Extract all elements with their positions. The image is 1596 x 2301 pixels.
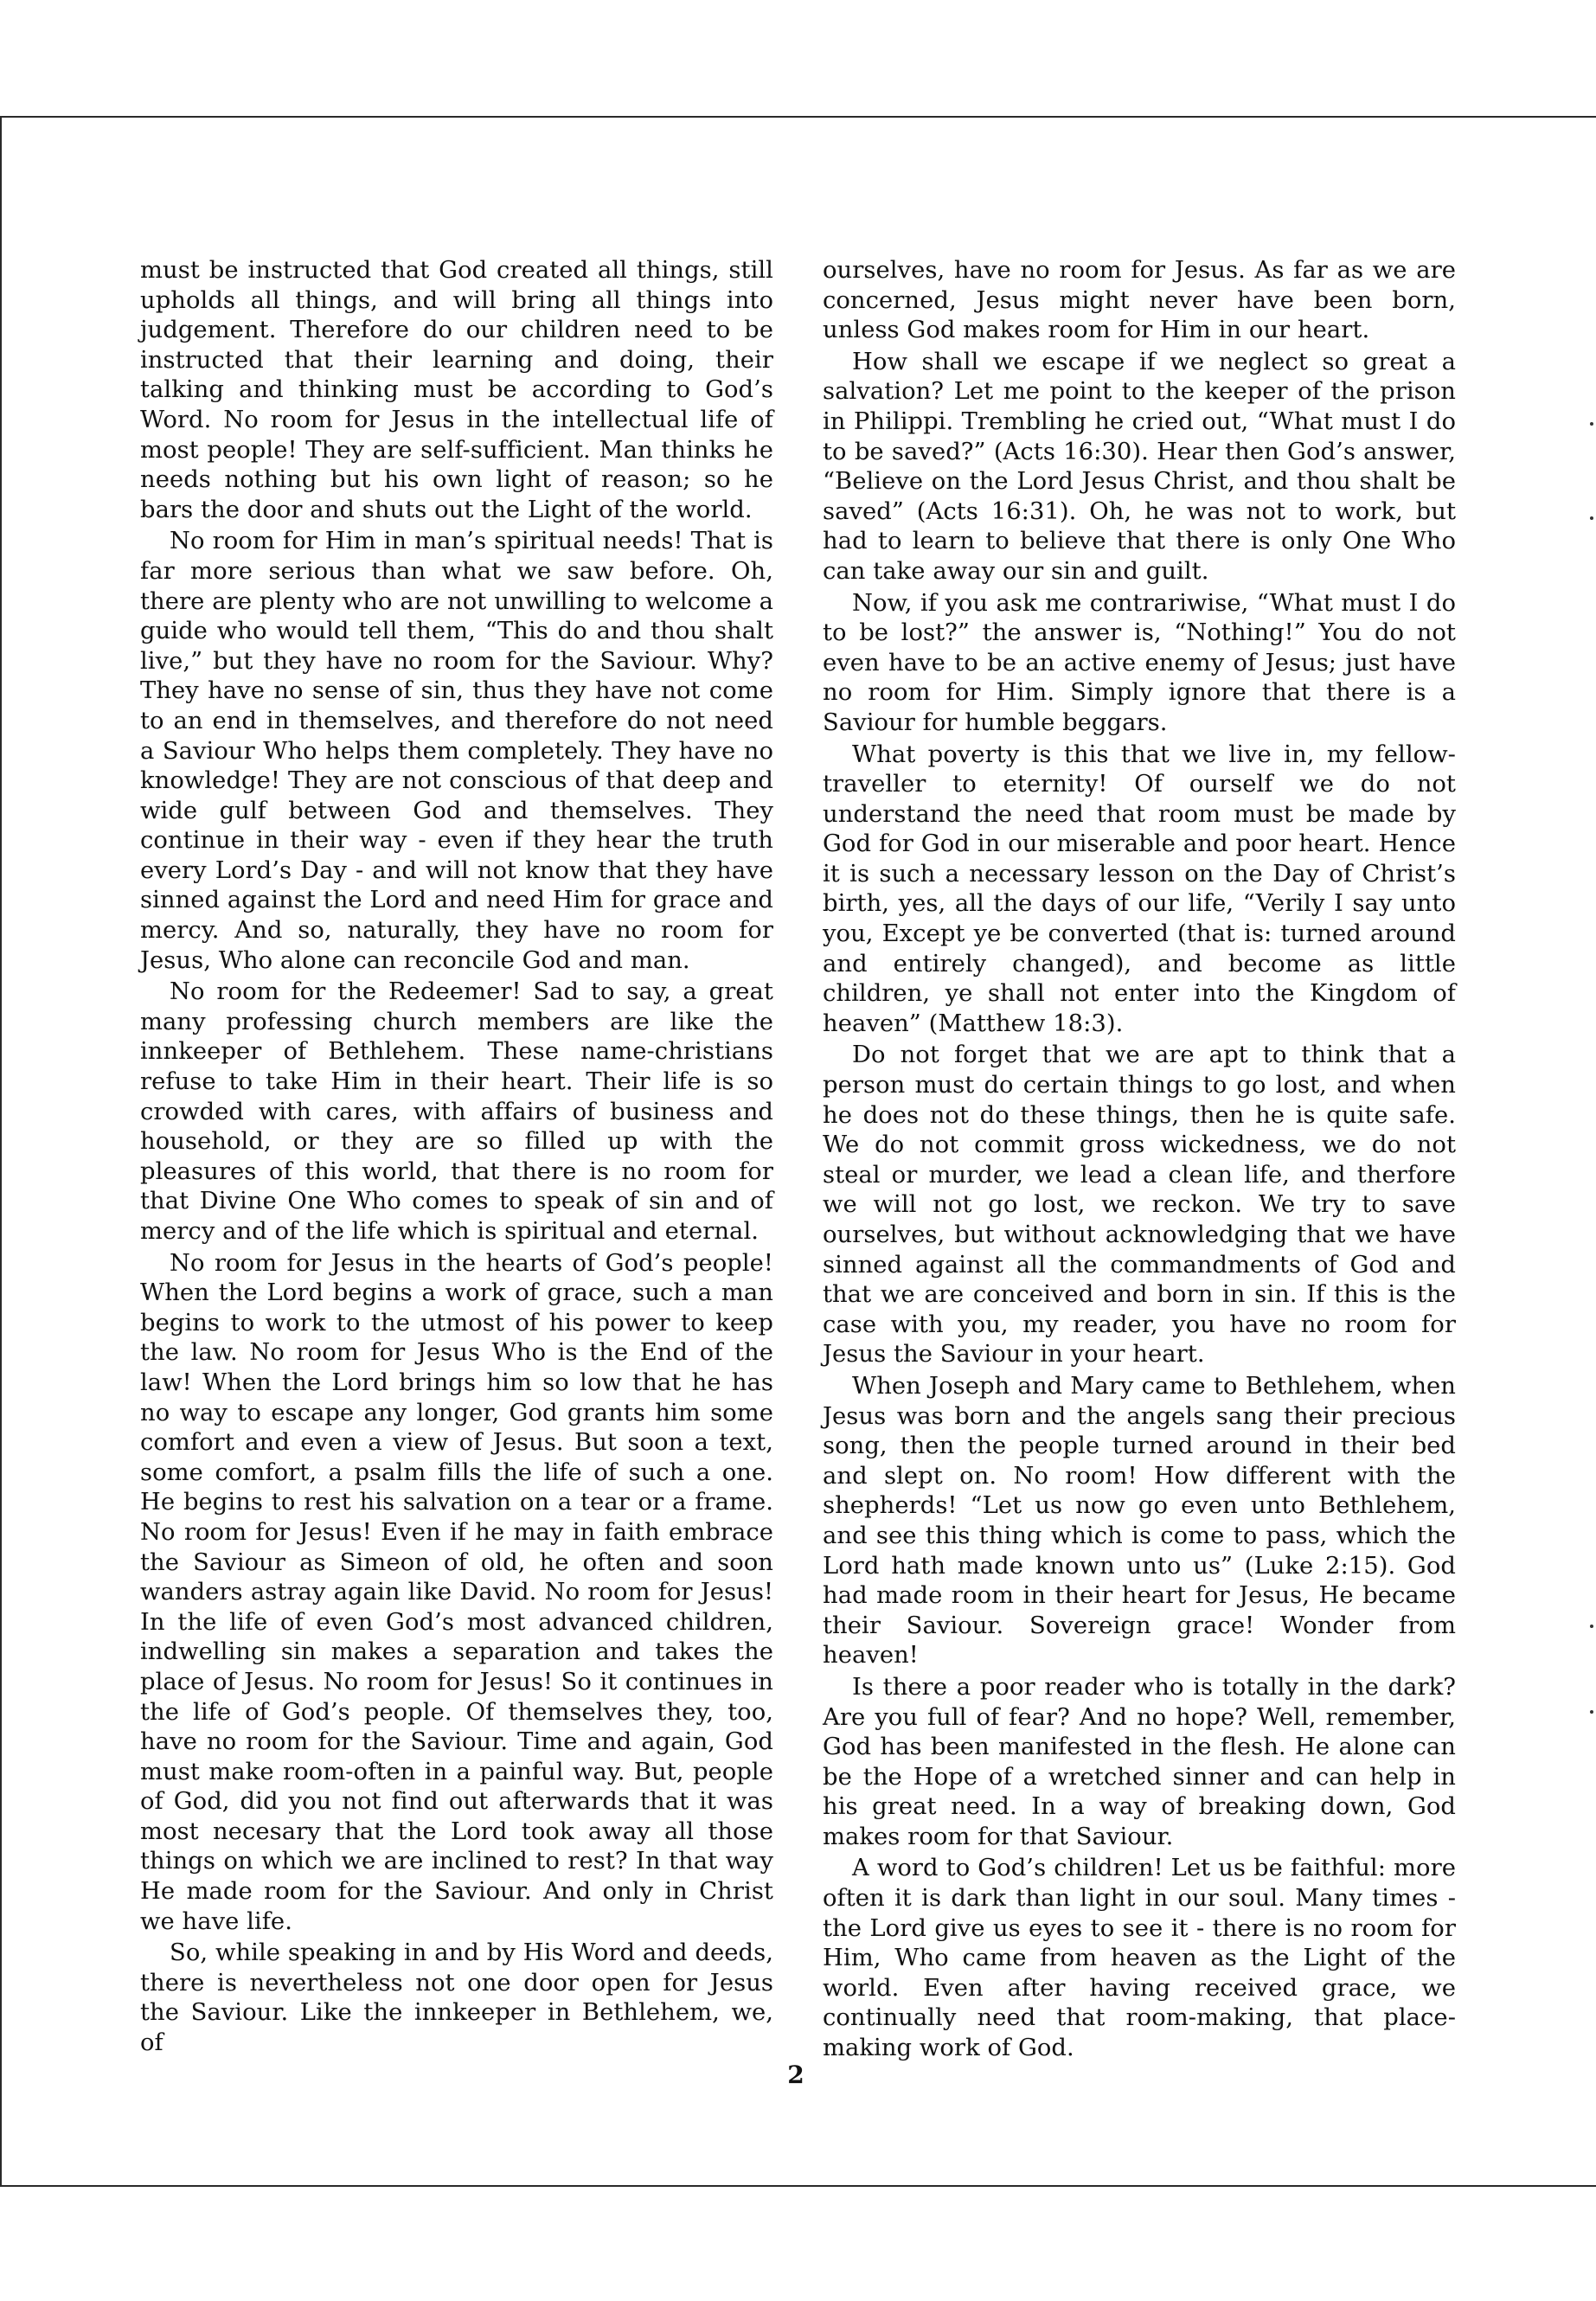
paragraph: So, while speaking in and by His Word and deeds, there is nevertheless not one door open for Jesus the Saviour. Like the innkeeper in Bethlehem, we, of xyxy=(140,1939,773,2057)
page-border-bottom xyxy=(0,2185,1596,2187)
paragraph: How shall we escape if we neglect so great a salvation? Let me point to the keeper of the prison in Philippi. Trembling he cried out, “What must I do to be saved?” (Acts 16:30). Hear then God’s answer, “Believe on the Lord Jesus Christ, and thou shalt be saved” (Acts 16:31). Oh, he was not to work, but had to learn to believe that there is only One Who can take away our sin and guilt. xyxy=(823,348,1456,585)
page-border-left xyxy=(0,116,2,2187)
paragraph: ourselves, have no room for Jesus. As far as we are concerned, Jesus might never have been born, unless God makes room for Him in our heart. xyxy=(823,257,1456,344)
margin-dot xyxy=(1590,1625,1593,1628)
paragraph: Is there a poor reader who is totally in the dark? Are you full of fear? And no hope? Well, remember, God has been manifested in the flesh. He alone can be the Hope of a wretched sinner and can help in his great need. In a way of breaking down, God makes room for that Saviour. xyxy=(823,1673,1456,1850)
paragraph: A word to God’s children! Let us be faithful: more often it is dark than light in our soul. Many times - the Lord give us eyes to see it - there is no room for Him, Who came from heaven as the Light of the world. Even after having received grace, we continually need that room-making, that place-making work of God. xyxy=(823,1855,1456,2062)
paragraph: Now, if you ask me contrariwise, “What must I do to be lost?” the answer is, “Nothing!” You do not even have to be an active enemy of Jesus; just have no room for Him. Simply ignore that there is a Saviour for humble beggars. xyxy=(823,589,1456,736)
right-text-column xyxy=(823,256,1456,2066)
paragraph: No room for Him in man’s spiritual needs! That is far more serious than what we saw before. Oh, there are plenty who are not unwilling to welcome a guide who would tell them, “This do and thou shalt live,” but they have no room for the Saviour. Why? They have no sense of sin, thus they have not come to an end in themselves, and therefore do not need a Saviour Who helps them completely. They have no knowledge! They are not conscious of that deep and wide gulf between God and themselves. They continue in their way - even if they hear the truth every Lord’s Day - and will not know that they have sinned against the Lord and need Him for grace and mercy. And so, naturally, they have no room for Jesus, Who alone can reconcile God and man. xyxy=(140,528,773,974)
page-border-top xyxy=(0,116,1596,118)
margin-dot xyxy=(1590,516,1593,520)
paragraph: When Joseph and Mary came to Bethlehem, when Jesus was born and the angels sang their precious song, then the people turned around in their bed and slept on. No room! How different with the shepherds! “Let us now go even unto Bethlehem, and see this thing which is come to pass, which the Lord hath made known unto us” (Luke 2:15). God had made room in their heart for Jesus, He became their Saviour. Sovereign grace! Wonder from heaven! xyxy=(823,1372,1456,1670)
margin-dot xyxy=(1590,422,1593,426)
page-number: 2 xyxy=(787,2061,804,2089)
paragraph: No room for the Redeemer! Sad to say, a great many professing church members are like the innkeeper of Bethlehem. These name-christians refuse to take Him in their heart. Their life is so crowded with cares, with affairs of business and household, or they are so filled up with the pleasures of this world, that there is no room for that Divine One Who comes to speak of sin and of mercy and of the life which is spiritual and eternal. xyxy=(140,978,773,1245)
paragraph: What poverty is this that we live in, my fellow-traveller to eternity! Of ourself we do not understand the need that room must be made by God for God in our miserable and poor heart. Hence it is such a necessary lesson on the Day of Christ’s birth, yes, all the days of our life, “Verily I say unto you, Except ye be converted (that is: turned around and entirely changed), and become as little children, ye shall not enter into the Kingdom of heaven” (Matthew 18:3). xyxy=(823,740,1456,1037)
paragraph: must be instructed that God created all things, still upholds all things, and will bring all things into judgement. Therefore do our children need to be instructed that their learning and doing, their talking and thinking must be according to God’s Word. No room for Jesus in the intellectual life of most people! They are self-sufficient. Man thinks he needs nothing but his own light of reason; so he bars the door and shuts out the Light of the world. xyxy=(140,257,773,523)
margin-dot xyxy=(1590,1710,1593,1714)
paragraph: Do not forget that we are apt to think that a person must do certain things to go lost, and when he does not do these things, then he is quite safe. We do not commit gross wickedness, we do not steal or murder, we lead a clean life, and therfore we will not go lost, we reckon. We try to save ourselves, but without acknowledging that we have sinned against all the commandments of God and that we are conceived and born in sin. If this is the case with you, my reader, you have no room for Jesus the Saviour in your heart. xyxy=(823,1042,1456,1368)
paragraph: No room for Jesus in the hearts of God’s people! When the Lord begins a work of grace, such a man begins to work to the utmost of his power to keep the law. No room for Jesus Who is the End of the law! When the Lord brings him so low that he has no way to escape any longer, God grants him some comfort and even a view of Jesus. But soon a text, some comfort, a psalm fills the life of such a one. He begins to rest his salvation on a tear or a frame. No room for Jesus! Even if he may in faith embrace the Saviour as Simeon of old, he often and soon wanders astray again like David. No room for Jesus! In the life of even God’s most advanced children, indwelling sin makes a separation and takes the place of Jesus. No room for Jesus! So it continues in the life of God’s people. Of themselves they, too, have no room for the Saviour. Time and again, God must make room-often in a painful way. But, people of God, did you not find out afterwards that it was most necesary that the Lord took away all those things on which we are inclined to rest? In that way He made room for the Saviour. And only in Christ we have life. xyxy=(140,1249,773,1935)
left-text-column xyxy=(140,256,773,2061)
